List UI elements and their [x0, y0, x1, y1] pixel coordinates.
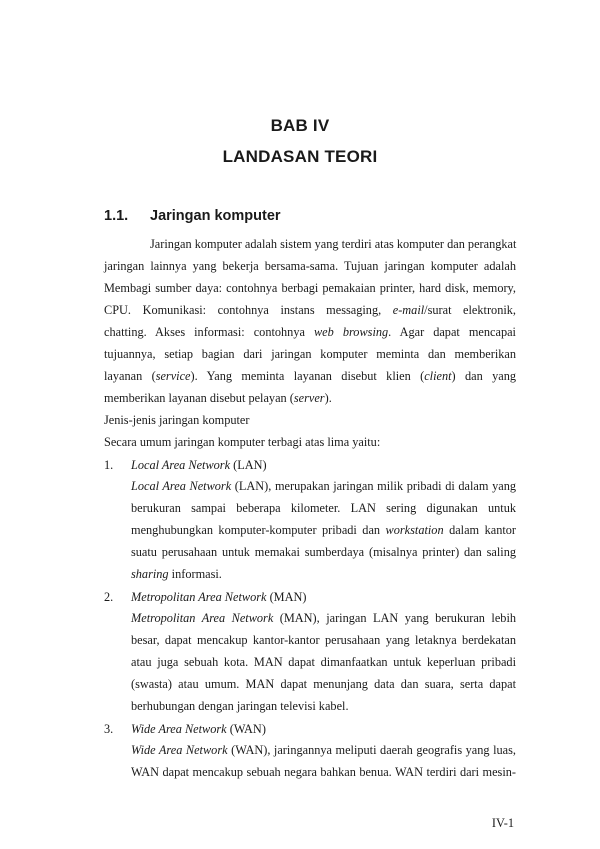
item-name: Local Area Network [131, 458, 231, 472]
chapter-number: BAB IV [270, 116, 330, 135]
paragraph-line: Jaringan komputer adalah sistem yang terdiri atas komputer dan perangkat [150, 237, 517, 251]
list-item-line: (swasta) atau umum. MAN dapat menunjang data dan suara, serta dapat [131, 677, 516, 691]
paragraph-line: chatting. Akses informasi: contohnya web browsing. Agar dapat mencapai [104, 325, 516, 339]
page-number: IV-1 [491, 816, 514, 830]
list-item-line: Local Area Network (LAN), merupakan jaringan milik pribadi di dalam yang [131, 479, 516, 493]
paragraph-line: layanan (service). Yang meminta layanan disebut klien (client) dan yang [104, 369, 517, 383]
section-heading [104, 208, 281, 224]
types-intro: Secara umum jaringan komputer terbagi atas lima yaitu: [104, 435, 381, 449]
item-name: Metropolitan Area Network [131, 590, 267, 604]
list-item-line: Metropolitan Area Network (MAN), jaringan LAN yang berukuran lebih [131, 611, 517, 625]
list-item-heading: 1. Local Area Network (LAN) [104, 458, 267, 472]
list-item-line: besar, dapat mencakup kantor-kantor perusahaan yang letaknya berdekatan [131, 633, 516, 647]
paragraph-line: CPU. Komunikasi: contohnya instans messaging, e-mail/surat elektronik, [104, 303, 516, 317]
list-item-line: menghubungkan komputer-komputer pribadi dan workstation dalam kantor [131, 523, 517, 537]
paragraph-line: Membagi sumber daya: contohnya berbagi pemakaian printer, hard disk, memory, [104, 281, 516, 295]
list-item-line: berukuran sampai beberapa kilometer. LAN sering digunakan untuk [131, 501, 516, 515]
list-item-heading: 3. Wide Area Network (WAN) [104, 722, 266, 736]
section-number: 1.1. [104, 208, 129, 224]
paragraph-line: jaringan lainnya yang bekerja bersama-sama. Tujuan jaringan komputer adalah [104, 259, 516, 273]
list-item-heading: 2. Metropolitan Area Network (MAN) [104, 590, 307, 604]
chapter-title: LANDASAN TEORI [222, 147, 378, 166]
list-item-line: berhubungan dengan jaringan televisi kabel. [131, 699, 349, 713]
item-name: Wide Area Network [131, 722, 227, 736]
types-heading: Jenis-jenis jaringan komputer [104, 413, 250, 427]
list-item-line: suatu perusahaan untuk memakai sumberdaya (misalnya printer) dan saling [131, 545, 516, 559]
list-item-line: WAN dapat mencakup sebuah negara bahkan benua. WAN terdiri dari mesin- [131, 765, 516, 779]
section-title: Jaringan komputer [150, 208, 281, 224]
list-item-line: atau juga sebuah kota. MAN dapat dimanfaatkan untuk keperluan pribadi [131, 655, 516, 669]
paragraph-line: tujuannya, setiap bagian dari jaringan komputer meminta dan memberikan [104, 347, 516, 361]
list-item-line: sharing informasi. [131, 567, 222, 581]
list-item-line: Wide Area Network (WAN), jaringannya meliputi daerah geografis yang luas, [131, 743, 516, 757]
paragraph-line: memberikan layanan disebut pelayan (server). [104, 391, 332, 405]
